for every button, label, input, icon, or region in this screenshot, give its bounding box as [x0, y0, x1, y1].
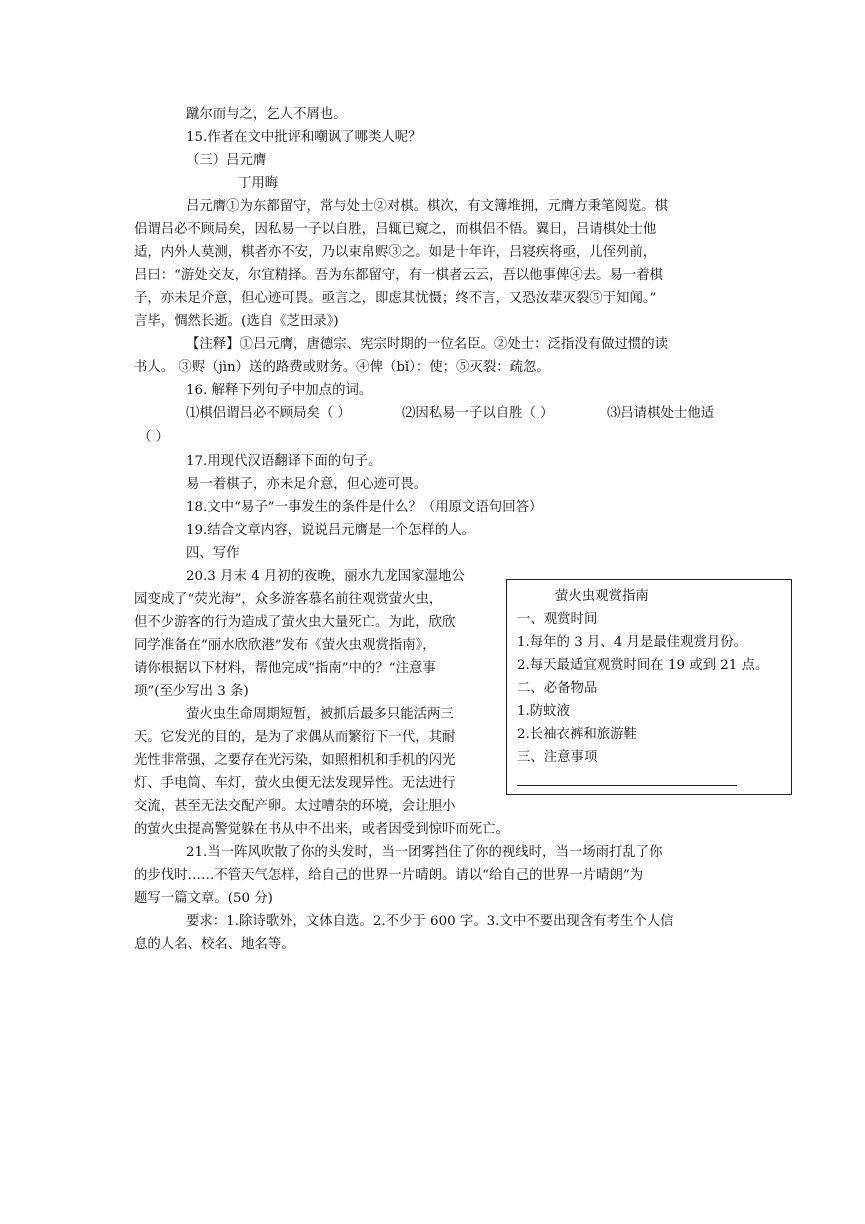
question-20-line: 请你根据以下材料，帮他完成“指南”中的？“注意事	[134, 661, 436, 676]
section-heading: （三）吕元膺	[186, 153, 267, 168]
material-line: 天。它发光的目的，是为了求偶从而繁衍下一代，其耐	[134, 730, 456, 745]
question-19: 19.结合文章内容，说说吕元膺是一个怎样的人。	[186, 523, 476, 538]
firefly-guide-box	[506, 579, 792, 795]
material-line: 萤火虫生命周期短暂，被抓后最多只能活两三	[186, 707, 454, 722]
material-line: 的萤火虫提高警觉躲在书从中不出来，或者因受到惊吓而死亡。	[134, 822, 509, 837]
question-15: 15.作者在文中批评和嘲讽了哪类人呢？	[186, 130, 422, 145]
guide-line: 1.每年的 3 月、4 月是最佳观赏月份。	[517, 635, 748, 650]
material-line: 交流，甚至无法交配产卵。太过嘈杂的环境，会让胆小	[134, 799, 456, 814]
guide-line: 2.每天最适宜观赏时间在 19 或到 21 点。	[517, 658, 769, 673]
guide-line: 一、观赏时间	[517, 612, 598, 627]
guide-line: 二、必备物品	[517, 681, 598, 696]
guide-title: 萤火虫观赏指南	[555, 589, 649, 604]
question-20-line: 但不少游客的行为造成了萤火虫大量死亡。为此，欣欣	[134, 615, 456, 630]
question-16-item: ⑵因私易一子以自胜（ ）	[402, 406, 554, 421]
question-16-item: （ ）	[138, 430, 170, 445]
passage-line: 吕曰：“游处交友，尔宜精择。吾为东都留守，有一棋者云云，吾以他事俾④去。易一着棋	[134, 268, 664, 283]
question-21-line: 的步伐时……不管天气怎样，给自己的世界一片晴朗。请以“给自己的世界一片晴朗”为	[134, 868, 644, 883]
material-line: 光性非常强，之要存在光污染，如照相机和手机的闪光	[134, 753, 456, 768]
requirements-line: 要求：1.除诗歌外，文体自选。2.不少于 600 字。3.文中不要出现含有考生个人信	[186, 914, 674, 929]
guide-line: 2.长袖衣裤和旅游鞋	[517, 727, 637, 742]
question-17: 17.用现代汉语翻译下面的句子。	[186, 454, 382, 469]
question-17-sentence: 易一着棋子，亦未足介意，但心迹可畏。	[186, 477, 428, 492]
question-20-line: 20.3 月末 4 月初的夜晚，丽水九龙国家湿地公	[186, 569, 465, 584]
passage-line: 子，亦未足介意，但心迹可畏。亟言之，即虑其忧慑；终不言，又恐汝辈灭裂⑤于知闻。”	[134, 291, 657, 306]
material-line: 灯、手电筒、车灯，萤火虫便无法发现异性。无法进行	[134, 776, 456, 791]
question-18: 18.文中“易子”一事发生的条件是什么？（用原文语句回答）	[186, 500, 543, 515]
question-20-line: 同学准备在“丽水欣欣港”发布《萤火虫观赏指南》，	[134, 638, 436, 653]
passage-line: 适，内外人莫测，棋者亦不安，乃以束帛赆③之。如是十年许，吕寝疾将亟，儿侄列前，	[134, 245, 657, 260]
requirements-line: 息的人名、校名、地名等。	[134, 937, 295, 952]
passage-line: 言毕，惆然长逝。(选自《芝田录》)	[134, 314, 339, 329]
question-21-line: 21.当一阵风吹散了你的头发时，当一团雾挡住了你的视线时，当一场雨打乱了你	[186, 845, 663, 860]
notes-line: 【注释】①吕元膺，唐德宗、宪宗时期的一位名臣。②处士：泛指没有做过惯的读	[186, 337, 669, 352]
question-16-item: ⑴棋侣谓吕必不顾局矣（ ）	[186, 406, 351, 421]
question-20-line: 项”(至少写出 3 条)	[134, 684, 249, 699]
question-16: 16. 解释下列句子中加点的词。	[186, 383, 373, 398]
notes-line: 书人。 ③赆（jìn）送的路费或财务。④俾（bǐ）：使；⑤灭裂：疏忽。	[134, 360, 550, 375]
guide-line: 三、注意事项	[517, 750, 598, 765]
question-21-line: 题写一篇文章。(50 分)	[134, 891, 273, 906]
passage-line: 吕元膺①为东都留守，常与处士②对棋。棋次，有文簿堆拥，元膺方秉笔阅览。棋	[186, 199, 669, 214]
passage-tail-line: 蹴尔而与之，乞人不屑也。	[186, 107, 347, 122]
passage-author: 丁用晦	[238, 176, 279, 191]
answer-blank-line	[517, 785, 737, 786]
passage-line: 侣谓吕必不顾局矣，因私易一子以自胜，吕辄已窥之，而棋侣不悟。翼日，吕请棋处士他	[134, 222, 657, 237]
question-20-line: 园变成了“荧光海”，众多游客慕名前往观赏萤火虫，	[134, 592, 443, 607]
guide-line: 1.防蚊液	[517, 704, 570, 719]
question-16-item: ⑶吕请棋处士他适	[607, 406, 715, 421]
writing-heading: 四、写作	[186, 546, 240, 561]
